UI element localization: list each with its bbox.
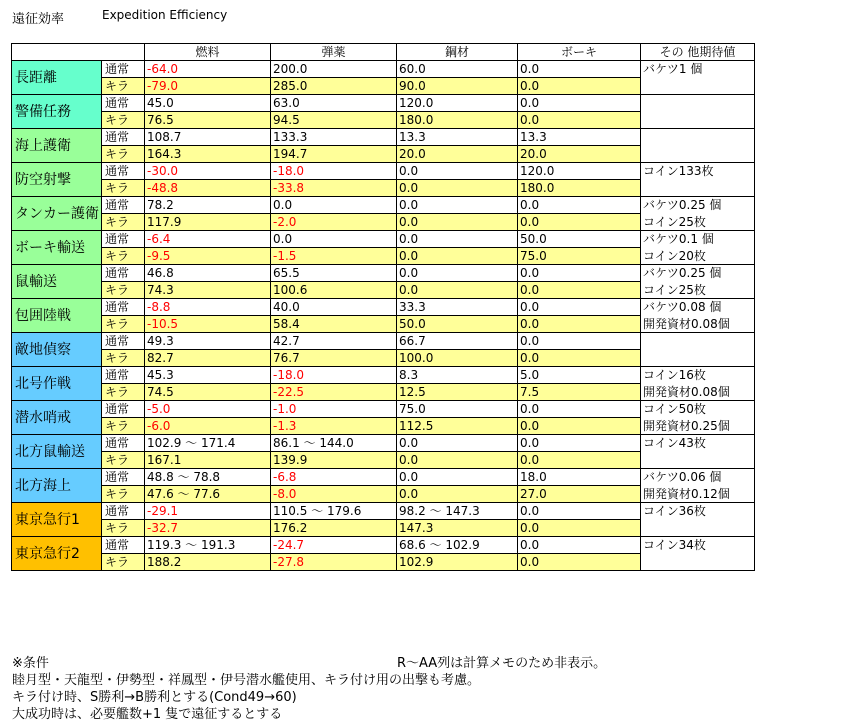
table-row bbox=[12, 197, 755, 214]
steel-value-cell[interactable]: 112.5 bbox=[397, 418, 518, 435]
row-type-cell[interactable]: キラ bbox=[102, 418, 145, 435]
ammo-value-cell[interactable]: -22.5 bbox=[271, 384, 397, 401]
table-row bbox=[12, 384, 755, 401]
steel-value-cell[interactable]: 0.0 bbox=[397, 248, 518, 265]
steel-value-cell[interactable]: 50.0 bbox=[397, 316, 518, 333]
table-row bbox=[12, 316, 755, 333]
baux-value-cell[interactable]: 0.0 bbox=[518, 112, 641, 129]
baux-value-cell[interactable]: 0.0 bbox=[518, 282, 641, 299]
steel-value-cell[interactable]: 0.0 bbox=[397, 452, 518, 469]
baux-value-cell[interactable]: 18.0 bbox=[518, 469, 641, 486]
fuel-value-cell[interactable]: -6.0 bbox=[145, 418, 271, 435]
ammo-value-cell[interactable]: 65.5 bbox=[271, 265, 397, 282]
fuel-value-cell[interactable]: 47.6 ～ 77.6 bbox=[145, 486, 271, 503]
steel-value-cell[interactable]: 60.0 bbox=[397, 61, 518, 78]
steel-value-cell[interactable]: 13.3 bbox=[397, 129, 518, 146]
table-row bbox=[12, 469, 755, 486]
table-row bbox=[12, 282, 755, 299]
header-fuel[interactable]: 燃料 bbox=[145, 44, 271, 61]
fuel-value-cell[interactable]: 167.1 bbox=[145, 452, 271, 469]
fuel-value-cell[interactable]: 49.3 bbox=[145, 333, 271, 350]
header-row bbox=[12, 44, 755, 61]
row-type-cell[interactable]: 通常 bbox=[102, 163, 145, 180]
table-row bbox=[12, 486, 755, 503]
ammo-value-cell[interactable]: -1.3 bbox=[271, 418, 397, 435]
row-type-cell[interactable]: キラ bbox=[102, 282, 145, 299]
ammo-value-cell[interactable]: -18.0 bbox=[271, 163, 397, 180]
table-row bbox=[12, 435, 755, 452]
row-type-cell[interactable]: キラ bbox=[102, 146, 145, 163]
other-expected-cell[interactable] bbox=[641, 180, 755, 197]
other-expected-cell[interactable] bbox=[641, 350, 755, 367]
fuel-value-cell[interactable]: -10.5 bbox=[145, 316, 271, 333]
baux-value-cell[interactable]: 0.0 bbox=[518, 61, 641, 78]
fuel-value-cell[interactable]: 164.3 bbox=[145, 146, 271, 163]
other-expected-cell[interactable] bbox=[641, 452, 755, 469]
steel-value-cell[interactable]: 0.0 bbox=[397, 265, 518, 282]
ammo-value-cell[interactable]: 76.7 bbox=[271, 350, 397, 367]
steel-value-cell[interactable]: 75.0 bbox=[397, 401, 518, 418]
steel-value-cell[interactable]: 0.0 bbox=[397, 435, 518, 452]
fuel-value-cell[interactable]: 102.9 ～ 171.4 bbox=[145, 435, 271, 452]
header-blank[interactable] bbox=[12, 44, 145, 61]
fuel-value-cell[interactable]: 78.2 bbox=[145, 197, 271, 214]
fuel-value-cell[interactable]: -32.7 bbox=[145, 520, 271, 537]
baux-value-cell[interactable]: 0.0 bbox=[518, 520, 641, 537]
note-line-2: 睦月型・天龍型・伊勢型・祥鳳型・伊号潜水艦使用、キラ付け用の出撃も考慮。 bbox=[12, 673, 481, 688]
baux-value-cell[interactable]: 120.0 bbox=[518, 163, 641, 180]
expedition-name-cell[interactable]: 東京急行1 bbox=[12, 503, 102, 537]
row-type-cell[interactable]: 通常 bbox=[102, 129, 145, 146]
expedition-name-cell[interactable]: 防空射撃 bbox=[12, 163, 102, 197]
baux-value-cell[interactable]: 7.5 bbox=[518, 384, 641, 401]
row-type-cell[interactable]: 通常 bbox=[102, 469, 145, 486]
other-expected-cell[interactable] bbox=[641, 95, 755, 112]
steel-value-cell[interactable]: 20.0 bbox=[397, 146, 518, 163]
table-row bbox=[12, 503, 755, 520]
expedition-name-cell[interactable]: 警備任務 bbox=[12, 95, 102, 129]
table-row bbox=[12, 248, 755, 265]
other-expected-cell[interactable]: バケツ0.1 個 bbox=[641, 231, 755, 248]
expedition-name-cell[interactable]: 北方海上 bbox=[12, 469, 102, 503]
baux-value-cell[interactable]: 50.0 bbox=[518, 231, 641, 248]
other-expected-cell[interactable]: バケツ0.08 個 bbox=[641, 299, 755, 316]
ammo-value-cell[interactable]: 110.5 ～ 179.6 bbox=[271, 503, 397, 520]
row-type-cell[interactable]: 通常 bbox=[102, 95, 145, 112]
row-type-cell[interactable]: キラ bbox=[102, 248, 145, 265]
fuel-value-cell[interactable]: 108.7 bbox=[145, 129, 271, 146]
ammo-value-cell[interactable]: -2.0 bbox=[271, 214, 397, 231]
table-row bbox=[12, 265, 755, 282]
expedition-name-cell[interactable]: 敵地偵察 bbox=[12, 333, 102, 367]
fuel-value-cell[interactable]: 76.5 bbox=[145, 112, 271, 129]
other-expected-cell[interactable] bbox=[641, 333, 755, 350]
expedition-name-cell[interactable]: ボーキ輸送 bbox=[12, 231, 102, 265]
table-row bbox=[12, 146, 755, 163]
row-type-cell[interactable]: 通常 bbox=[102, 61, 145, 78]
baux-value-cell[interactable]: 5.0 bbox=[518, 367, 641, 384]
fuel-value-cell[interactable]: 117.9 bbox=[145, 214, 271, 231]
steel-value-cell[interactable]: 98.2 ～ 147.3 bbox=[397, 503, 518, 520]
other-expected-cell[interactable]: コイン20枚 bbox=[641, 248, 755, 265]
expedition-name-cell[interactable]: 包囲陸戦 bbox=[12, 299, 102, 333]
ammo-value-cell[interactable]: 58.4 bbox=[271, 316, 397, 333]
row-type-cell[interactable]: キラ bbox=[102, 180, 145, 197]
steel-value-cell[interactable]: 0.0 bbox=[397, 282, 518, 299]
ammo-value-cell[interactable]: -1.0 bbox=[271, 401, 397, 418]
expedition-name-cell[interactable]: 東京急行2 bbox=[12, 537, 102, 571]
other-expected-cell[interactable]: 開発資材0.08個 bbox=[641, 384, 755, 401]
fuel-value-cell[interactable]: -9.5 bbox=[145, 248, 271, 265]
other-expected-cell[interactable] bbox=[641, 129, 755, 146]
baux-value-cell[interactable]: 0.0 bbox=[518, 418, 641, 435]
ammo-value-cell[interactable]: 200.0 bbox=[271, 61, 397, 78]
other-expected-cell[interactable]: バケツ0.25 個 bbox=[641, 265, 755, 282]
other-expected-cell[interactable]: バケツ1 個 bbox=[641, 61, 755, 78]
fuel-value-cell[interactable]: 82.7 bbox=[145, 350, 271, 367]
other-expected-cell[interactable]: 開発資材0.12個 bbox=[641, 486, 755, 503]
other-expected-cell[interactable]: コイン25枚 bbox=[641, 282, 755, 299]
fuel-value-cell[interactable]: -64.0 bbox=[145, 61, 271, 78]
row-type-cell[interactable]: 通常 bbox=[102, 299, 145, 316]
steel-value-cell[interactable]: 0.0 bbox=[397, 231, 518, 248]
fuel-value-cell[interactable]: 45.3 bbox=[145, 367, 271, 384]
row-type-cell[interactable]: 通常 bbox=[102, 537, 145, 554]
ammo-value-cell[interactable]: 63.0 bbox=[271, 95, 397, 112]
baux-value-cell[interactable]: 75.0 bbox=[518, 248, 641, 265]
expedition-name-cell[interactable]: 北方鼠輸送 bbox=[12, 435, 102, 469]
table-row bbox=[12, 61, 755, 78]
row-type-cell[interactable]: 通常 bbox=[102, 435, 145, 452]
baux-value-cell[interactable]: 13.3 bbox=[518, 129, 641, 146]
table-row bbox=[12, 78, 755, 95]
ammo-value-cell[interactable]: 194.7 bbox=[271, 146, 397, 163]
other-expected-cell[interactable] bbox=[641, 146, 755, 163]
other-expected-cell[interactable] bbox=[641, 78, 755, 95]
ammo-value-cell[interactable]: 176.2 bbox=[271, 520, 397, 537]
baux-value-cell[interactable]: 0.0 bbox=[518, 333, 641, 350]
row-type-cell[interactable]: キラ bbox=[102, 78, 145, 95]
steel-value-cell[interactable]: 8.3 bbox=[397, 367, 518, 384]
steel-value-cell[interactable]: 90.0 bbox=[397, 78, 518, 95]
header-ammo[interactable]: 弾薬 bbox=[271, 44, 397, 61]
fuel-value-cell[interactable]: -6.4 bbox=[145, 231, 271, 248]
fuel-value-cell[interactable]: -30.0 bbox=[145, 163, 271, 180]
baux-value-cell[interactable]: 20.0 bbox=[518, 146, 641, 163]
steel-value-cell[interactable]: 0.0 bbox=[397, 469, 518, 486]
efficiency-table bbox=[11, 43, 755, 571]
fuel-value-cell[interactable]: 188.2 bbox=[145, 554, 271, 571]
ammo-value-cell[interactable]: 42.7 bbox=[271, 333, 397, 350]
baux-value-cell[interactable]: 0.0 bbox=[518, 197, 641, 214]
baux-value-cell[interactable]: 0.0 bbox=[518, 316, 641, 333]
ammo-value-cell[interactable]: 86.1 ～ 144.0 bbox=[271, 435, 397, 452]
table-row bbox=[12, 401, 755, 418]
note-line-4: 大成功時は、必要艦数+1 隻で遠征するとする bbox=[12, 707, 283, 722]
fuel-value-cell[interactable]: -5.0 bbox=[145, 401, 271, 418]
baux-value-cell[interactable]: 0.0 bbox=[518, 503, 641, 520]
other-expected-cell[interactable]: 開発資材0.08個 bbox=[641, 316, 755, 333]
row-type-cell[interactable]: キラ bbox=[102, 214, 145, 231]
other-expected-cell[interactable]: コイン34枚 bbox=[641, 537, 755, 554]
row-type-cell[interactable]: キラ bbox=[102, 554, 145, 571]
ammo-value-cell[interactable]: -18.0 bbox=[271, 367, 397, 384]
table-row bbox=[12, 367, 755, 384]
steel-value-cell[interactable]: 147.3 bbox=[397, 520, 518, 537]
baux-value-cell[interactable]: 0.0 bbox=[518, 452, 641, 469]
table-row bbox=[12, 350, 755, 367]
ammo-value-cell[interactable]: 139.9 bbox=[271, 452, 397, 469]
fuel-value-cell[interactable]: 74.3 bbox=[145, 282, 271, 299]
baux-value-cell[interactable]: 0.0 bbox=[518, 401, 641, 418]
ammo-value-cell[interactable]: -24.7 bbox=[271, 537, 397, 554]
fuel-value-cell[interactable]: 119.3 ～ 191.3 bbox=[145, 537, 271, 554]
other-expected-cell[interactable]: コイン50枚 bbox=[641, 401, 755, 418]
other-expected-cell[interactable]: コイン25枚 bbox=[641, 214, 755, 231]
ammo-value-cell[interactable]: -8.0 bbox=[271, 486, 397, 503]
expedition-name-cell[interactable]: タンカー護衛 bbox=[12, 197, 102, 231]
ammo-value-cell[interactable]: -33.8 bbox=[271, 180, 397, 197]
table-row bbox=[12, 452, 755, 469]
steel-value-cell[interactable]: 33.3 bbox=[397, 299, 518, 316]
row-type-cell[interactable]: 通常 bbox=[102, 265, 145, 282]
baux-value-cell[interactable]: 0.0 bbox=[518, 554, 641, 571]
ammo-value-cell[interactable]: 94.5 bbox=[271, 112, 397, 129]
ammo-value-cell[interactable]: 285.0 bbox=[271, 78, 397, 95]
other-expected-cell[interactable]: バケツ0.06 個 bbox=[641, 469, 755, 486]
table-row bbox=[12, 520, 755, 537]
steel-value-cell[interactable]: 0.0 bbox=[397, 486, 518, 503]
fuel-value-cell[interactable]: -29.1 bbox=[145, 503, 271, 520]
fuel-value-cell[interactable]: -8.8 bbox=[145, 299, 271, 316]
steel-value-cell[interactable]: 68.6 ～ 102.9 bbox=[397, 537, 518, 554]
steel-value-cell[interactable]: 120.0 bbox=[397, 95, 518, 112]
table-row bbox=[12, 163, 755, 180]
sheet-subtitle: Expedition Efficiency bbox=[102, 8, 228, 22]
ammo-value-cell[interactable]: -6.8 bbox=[271, 469, 397, 486]
fuel-value-cell[interactable]: 74.5 bbox=[145, 384, 271, 401]
row-type-cell[interactable]: キラ bbox=[102, 486, 145, 503]
note-line-1: ※条件 bbox=[12, 656, 49, 671]
row-type-cell[interactable]: 通常 bbox=[102, 333, 145, 350]
expedition-name-cell[interactable]: 潜水哨戒 bbox=[12, 401, 102, 435]
row-type-cell[interactable]: 通常 bbox=[102, 231, 145, 248]
other-expected-cell[interactable] bbox=[641, 554, 755, 571]
other-expected-cell[interactable]: コイン43枚 bbox=[641, 435, 755, 452]
expedition-name-cell[interactable]: 海上護衛 bbox=[12, 129, 102, 163]
table-row bbox=[12, 299, 755, 316]
baux-value-cell[interactable]: 180.0 bbox=[518, 180, 641, 197]
ammo-value-cell[interactable]: 100.6 bbox=[271, 282, 397, 299]
steel-value-cell[interactable]: 0.0 bbox=[397, 163, 518, 180]
header-other[interactable]: その 他期待値 bbox=[641, 44, 755, 61]
row-type-cell[interactable]: キラ bbox=[102, 520, 145, 537]
header-steel[interactable]: 鋼材 bbox=[397, 44, 518, 61]
row-type-cell[interactable]: キラ bbox=[102, 350, 145, 367]
ammo-value-cell[interactable]: 40.0 bbox=[271, 299, 397, 316]
row-type-cell[interactable]: 通常 bbox=[102, 503, 145, 520]
other-expected-cell[interactable]: コイン16枚 bbox=[641, 367, 755, 384]
expedition-name-cell[interactable]: 北号作戦 bbox=[12, 367, 102, 401]
baux-value-cell[interactable]: 0.0 bbox=[518, 350, 641, 367]
table-row bbox=[12, 95, 755, 112]
header-baux[interactable]: ボーキ bbox=[518, 44, 641, 61]
baux-value-cell[interactable]: 0.0 bbox=[518, 435, 641, 452]
steel-value-cell[interactable]: 180.0 bbox=[397, 112, 518, 129]
fuel-value-cell[interactable]: 48.8 ～ 78.8 bbox=[145, 469, 271, 486]
steel-value-cell[interactable]: 0.0 bbox=[397, 214, 518, 231]
other-expected-cell[interactable]: コイン36枚 bbox=[641, 503, 755, 520]
row-type-cell[interactable]: キラ bbox=[102, 384, 145, 401]
row-type-cell[interactable]: 通常 bbox=[102, 401, 145, 418]
table-row bbox=[12, 537, 755, 554]
table-row bbox=[12, 180, 755, 197]
table-row bbox=[12, 418, 755, 435]
table-row bbox=[12, 231, 755, 248]
note-hidden-columns: R～AA列は計算メモのため非表示。 bbox=[397, 656, 607, 671]
note-line-3: キラ付け時、S勝利→B勝利とする(Cond49→60) bbox=[12, 690, 297, 705]
baux-value-cell[interactable]: 0.0 bbox=[518, 299, 641, 316]
baux-value-cell[interactable]: 27.0 bbox=[518, 486, 641, 503]
baux-value-cell[interactable]: 0.0 bbox=[518, 214, 641, 231]
steel-value-cell[interactable]: 100.0 bbox=[397, 350, 518, 367]
row-type-cell[interactable]: キラ bbox=[102, 316, 145, 333]
fuel-value-cell[interactable]: -79.0 bbox=[145, 78, 271, 95]
steel-value-cell[interactable]: 0.0 bbox=[397, 197, 518, 214]
table-row bbox=[12, 214, 755, 231]
ammo-value-cell[interactable]: 0.0 bbox=[271, 231, 397, 248]
fuel-value-cell[interactable]: -48.8 bbox=[145, 180, 271, 197]
other-expected-cell[interactable]: コイン133枚 bbox=[641, 163, 755, 180]
ammo-value-cell[interactable]: 0.0 bbox=[271, 197, 397, 214]
baux-value-cell[interactable]: 0.0 bbox=[518, 78, 641, 95]
other-expected-cell[interactable] bbox=[641, 520, 755, 537]
steel-value-cell[interactable]: 12.5 bbox=[397, 384, 518, 401]
ammo-value-cell[interactable]: -1.5 bbox=[271, 248, 397, 265]
steel-value-cell[interactable]: 102.9 bbox=[397, 554, 518, 571]
ammo-value-cell[interactable]: 133.3 bbox=[271, 129, 397, 146]
table-row bbox=[12, 333, 755, 350]
other-expected-cell[interactable]: バケツ0.25 個 bbox=[641, 197, 755, 214]
other-expected-cell[interactable] bbox=[641, 112, 755, 129]
row-type-cell[interactable]: キラ bbox=[102, 112, 145, 129]
expedition-name-cell[interactable]: 長距離 bbox=[12, 61, 102, 95]
baux-value-cell[interactable]: 0.0 bbox=[518, 537, 641, 554]
row-type-cell[interactable]: 通常 bbox=[102, 197, 145, 214]
ammo-value-cell[interactable]: -27.8 bbox=[271, 554, 397, 571]
fuel-value-cell[interactable]: 45.0 bbox=[145, 95, 271, 112]
steel-value-cell[interactable]: 0.0 bbox=[397, 180, 518, 197]
sheet-title: 遠征効率 bbox=[12, 12, 65, 27]
table-row bbox=[12, 112, 755, 129]
other-expected-cell[interactable]: 開発資材0.25個 bbox=[641, 418, 755, 435]
table-row bbox=[12, 129, 755, 146]
table-row bbox=[12, 554, 755, 571]
row-type-cell[interactable]: キラ bbox=[102, 452, 145, 469]
row-type-cell[interactable]: 通常 bbox=[102, 367, 145, 384]
baux-value-cell[interactable]: 0.0 bbox=[518, 95, 641, 112]
expedition-name-cell[interactable]: 鼠輸送 bbox=[12, 265, 102, 299]
fuel-value-cell[interactable]: 46.8 bbox=[145, 265, 271, 282]
baux-value-cell[interactable]: 0.0 bbox=[518, 265, 641, 282]
steel-value-cell[interactable]: 66.7 bbox=[397, 333, 518, 350]
